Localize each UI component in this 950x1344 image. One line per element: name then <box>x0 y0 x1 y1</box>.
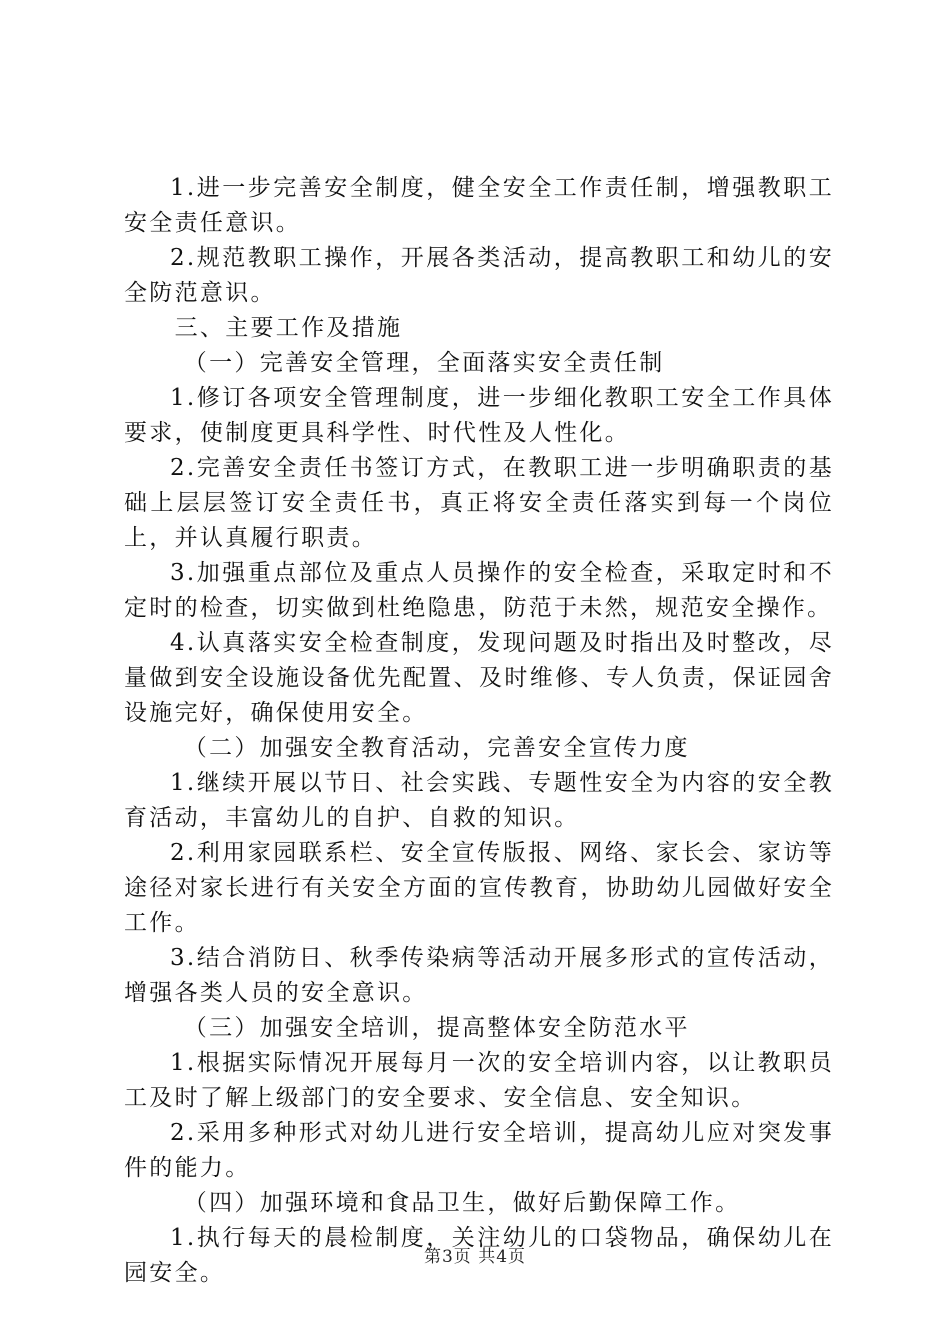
subsection-heading: （四）加强环境和食品卫生，做好后勤保障工作。 <box>183 1190 741 1216</box>
paragraph: 3.加强重点部位及重点人员操作的安全检查，采取定时和不定时的检查，切实做到杜绝隐患，防范于未然，规范安全操作。 <box>124 560 834 621</box>
page-number-footer: 第3页 共4页 <box>423 1247 527 1267</box>
paragraph: 1.执行每天的晨检制度，关注幼儿的口袋物品，确保幼儿在园安全。 <box>124 1225 834 1286</box>
subsection-heading: （三）加强安全培训，提高整体安全防范水平 <box>183 1015 690 1041</box>
paragraph: 2.规范教职工操作，开展各类活动，提高教职工和幼儿的安全防范意识。 <box>124 245 834 306</box>
subsection-heading: （二）加强安全教育活动，完善安全宣传力度 <box>183 735 690 761</box>
paragraph: 2.采用多种形式对幼儿进行安全培训，提高幼儿应对突发事件的能力。 <box>124 1120 834 1181</box>
paragraph: 4.认真落实安全检查制度，发现问题及时指出及时整改，尽量做到安全设施设备优先配置、及时维修、专人负责，保证园舍设施完好，确保使用安全。 <box>124 630 834 726</box>
paragraph: 1.修订各项安全管理制度，进一步细化教职工安全工作具体要求，使制度更具科学性、时代性及人性化。 <box>124 385 834 446</box>
paragraph: 3.结合消防日、秋季传染病等活动开展多形式的宣传活动，增强各类人员的安全意识。 <box>124 945 834 1006</box>
paragraph: 1.进一步完善安全制度，健全安全工作责任制，增强教职工安全责任意识。 <box>124 175 834 236</box>
subsection-heading: （一）完善安全管理，全面落实安全责任制 <box>183 350 665 376</box>
paragraph: 1.根据实际情况开展每月一次的安全培训内容，以让教职员工及时了解上级部门的安全要求、安全信息、安全知识。 <box>124 1050 834 1111</box>
document-body <box>124 171 834 1291</box>
section-heading: 三、主要工作及措施 <box>174 315 403 341</box>
paragraph: 2.利用家园联系栏、安全宣传版报、网络、家长会、家访等途径对家长进行有关安全方面的宣传教育，协助幼儿园做好安全工作。 <box>124 840 834 936</box>
paragraph: 1.继续开展以节日、社会实践、专题性安全为内容的安全教育活动，丰富幼儿的自护、自救的知识。 <box>124 770 834 831</box>
paragraph: 2.完善安全责任书签订方式，在教职工进一步明确职责的基础上层层签订安全责任书，真正将安全责任落实到每一个岗位上，并认真履行职责。 <box>124 455 834 551</box>
